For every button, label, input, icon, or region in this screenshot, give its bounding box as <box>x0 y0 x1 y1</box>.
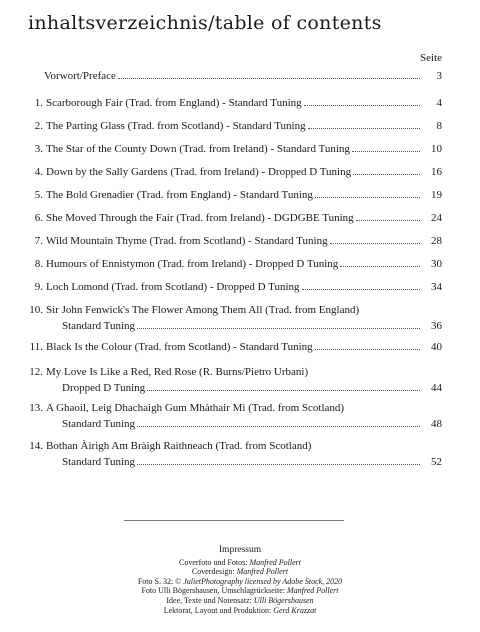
toc-entry-page: 36 <box>431 320 442 332</box>
toc-entry-text: Wild Mountain Thyme (Trad. from Scotland) - Standard Tuning <box>46 235 328 247</box>
toc-entry-page: 8 <box>436 120 442 132</box>
toc-entry-text: The Bold Grenadier (Trad. from England) - Standard Tuning <box>46 189 313 201</box>
toc-entry-page: 40 <box>431 341 442 353</box>
leader-dots <box>147 390 420 391</box>
toc-entry-text: Down by the Sally Gardens (Trad. from Ireland) - Dropped D Tuning <box>46 166 352 178</box>
leader-dots <box>353 174 420 175</box>
impressum-label: Coverdesign: <box>191 567 237 577</box>
toc-entry-number: 1. <box>34 97 43 109</box>
toc-entry-text: Vorwort/Preface <box>44 70 116 82</box>
toc-entry-text-continued: Dropped D Tuning <box>62 382 146 394</box>
toc-entry-text: The Parting Glass (Trad. from Scotland) - Standard Tuning <box>46 120 306 132</box>
toc-entry-text-continued: Standard Tuning <box>62 456 136 468</box>
leader-dots <box>137 426 420 427</box>
impressum-line <box>0 577 480 587</box>
toc-entry-number: 11. <box>29 341 43 353</box>
toc-entry-number: 13. <box>29 402 43 414</box>
impressum-line <box>0 596 480 606</box>
page-column-label: Seite <box>420 52 442 64</box>
leader-dots <box>304 105 420 106</box>
impressum-line <box>0 558 480 568</box>
toc-entry-text-continued: Standard Tuning <box>62 418 136 430</box>
toc-entry-page: 34 <box>431 281 442 293</box>
leader-dots <box>315 197 420 198</box>
impressum-label: Idee, Texte und Notensatz: <box>166 595 254 605</box>
toc-entry-number: 14. <box>29 440 43 452</box>
toc-entry-page: 3 <box>436 70 442 82</box>
toc-entry-text: A Ghaoil, Leig Dhachaigh Gum Mhàthair Mi (Trad. from Scotland) <box>46 402 345 414</box>
toc-entry-text: Black Is the Colour (Trad. from Scotland) - Standard Tuning <box>46 341 313 353</box>
divider <box>124 520 344 521</box>
impressum-value: Manfred Pollert <box>249 557 301 567</box>
toc-entry-number: 7. <box>34 235 43 247</box>
leader-dots <box>356 220 420 221</box>
toc-entry-page: 28 <box>431 235 442 247</box>
leader-dots <box>315 349 420 350</box>
toc-entry-number: 6. <box>34 212 43 224</box>
toc-entry-number: 4. <box>34 166 43 178</box>
impressum-value: Manfred Pollert <box>236 567 289 577</box>
toc-entry-number: 5. <box>34 189 43 201</box>
toc-entry-text: Scarborough Fair (Trad. from England) - Standard Tuning <box>46 97 302 109</box>
page-title: inhaltsverzeichnis/table of contents <box>28 12 382 34</box>
toc-entry-number: 10. <box>29 304 43 316</box>
impressum-value: Manfred Pollert <box>287 586 339 596</box>
impressum-value: JulietPhotography licensed by Adobe Stock, 2020 <box>183 576 343 586</box>
impressum-value: Ulli Bögershausen <box>253 595 314 605</box>
impressum-line <box>0 606 480 616</box>
toc-entry-number: 8. <box>34 258 43 270</box>
toc-entry-page: 44 <box>431 382 442 394</box>
leader-dots <box>118 78 420 79</box>
toc-entry-page: 16 <box>431 166 442 178</box>
toc-entry-page: 4 <box>436 97 442 109</box>
impressum-label: Foto Ulli Bögershausen, Umschlagrückseite: <box>141 586 288 596</box>
leader-dots <box>308 128 420 129</box>
leader-dots <box>340 266 420 267</box>
leader-dots <box>137 464 420 465</box>
toc-entry-page: 30 <box>431 258 442 270</box>
impressum-line <box>0 567 480 577</box>
toc-entry-number: 2. <box>34 120 43 132</box>
toc-entry-text: Sir John Fenwick's The Flower Among Them All (Trad. from England) <box>46 304 360 316</box>
toc-entry-text: My Love Is Like a Red, Red Rose (R. Burns/Pietro Urbani) <box>46 366 309 378</box>
toc-entry-number: 12. <box>29 366 43 378</box>
toc-entry-text: Bothan Àirigh Am Bràigh Raithneach (Trad. from Scotland) <box>46 440 312 452</box>
impressum-label: Foto S. 32: © <box>137 576 184 586</box>
leader-dots <box>330 243 420 244</box>
toc-entry-page: 19 <box>431 189 442 201</box>
leader-dots <box>302 289 421 290</box>
leader-dots <box>137 328 420 329</box>
toc-entry-text: Loch Lomond (Trad. from Scotland) - Dropped D Tuning <box>46 281 300 293</box>
impressum-heading: Impressum <box>218 545 262 555</box>
impressum-label: Coverfoto und Fotos: <box>179 557 250 567</box>
toc-entry-number: 9. <box>34 281 43 293</box>
toc-entry-page: 24 <box>431 212 442 224</box>
toc-entry-text: The Star of the County Down (Trad. from Ireland) - Standard Tuning <box>46 143 350 155</box>
toc-entry-page: 10 <box>431 143 442 155</box>
impressum-label: Lektorat, Layout und Produktion: <box>163 605 274 615</box>
impressum-value: Gerd Krazzat <box>273 605 317 615</box>
toc-entry-text: She Moved Through the Fair (Trad. from Ireland) - DGDGBE Tuning <box>46 212 354 224</box>
toc-entry-text: Humours of Ennistymon (Trad. from Ireland) - Dropped D Tuning <box>46 258 339 270</box>
leader-dots <box>352 151 420 152</box>
toc-entry-text-continued: Standard Tuning <box>62 320 136 332</box>
toc-entry-page: 52 <box>431 456 442 468</box>
impressum <box>0 546 480 615</box>
impressum-line <box>0 586 480 596</box>
toc-entry-page: 48 <box>431 418 442 430</box>
toc-entry-number: 3. <box>34 143 43 155</box>
